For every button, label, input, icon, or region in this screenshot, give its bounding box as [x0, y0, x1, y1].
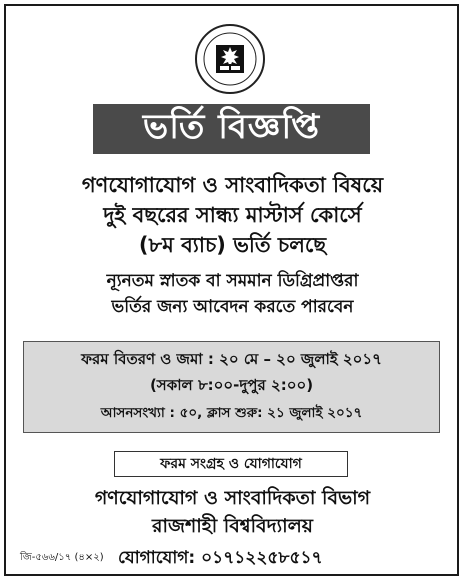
eligibility-line-1: ন্যূনতম স্নাতক বা সমমান ডিগ্রিপ্রাপ্তরা [106, 271, 359, 291]
program-headline [10, 170, 455, 260]
university-name: রাজশাহী বিশ্ববিদ্যালয় [152, 515, 313, 537]
department-name: গণযোগাযোগ ও সাংবাদিকতা বিভাগ [94, 487, 371, 509]
ad-reference-code: জি-৫৬৬/১৭ (৪×২) [20, 552, 104, 563]
office-hours: (সকাল ৮:০০-দুপুর ২:০০) [149, 376, 314, 394]
headline-line-2: দুই বছরের সান্ধ্য মাস্টার্স কোর্সে [103, 203, 362, 227]
form-contact-label: ফরম সংগ্রহ ও যোগাযোগ [114, 451, 348, 477]
eligibility-line-2: ভর্তির জন্য আবেদন করতে পারবেন [111, 297, 354, 317]
form-distribution-dates: ফরম বিতরণ ও জমা : ২০ মে – ২০ জুলাই ২০১৭ [81, 350, 382, 368]
headline-line-3: (৮ম ব্যাচ) ভর্তি চলছে [138, 233, 327, 257]
headline-line-1: গণযোগাযোগ ও সাংবাদিকতা বিষয়ে [81, 173, 384, 197]
eligibility-text [10, 268, 455, 320]
admission-notice-banner: ভর্তি বিজ্ঞপ্তি [93, 104, 370, 154]
schedule-box [23, 341, 440, 433]
contact-phone: যোগাযোগ: ০১৭১২২৫৮৫১৭ [118, 548, 323, 568]
university-seal-icon [195, 24, 265, 94]
seats-and-class-start: আসনসংখ্যা : ৫০, ক্লাস শুরু: ২১ জুলাই ২০১৭ [100, 405, 363, 421]
